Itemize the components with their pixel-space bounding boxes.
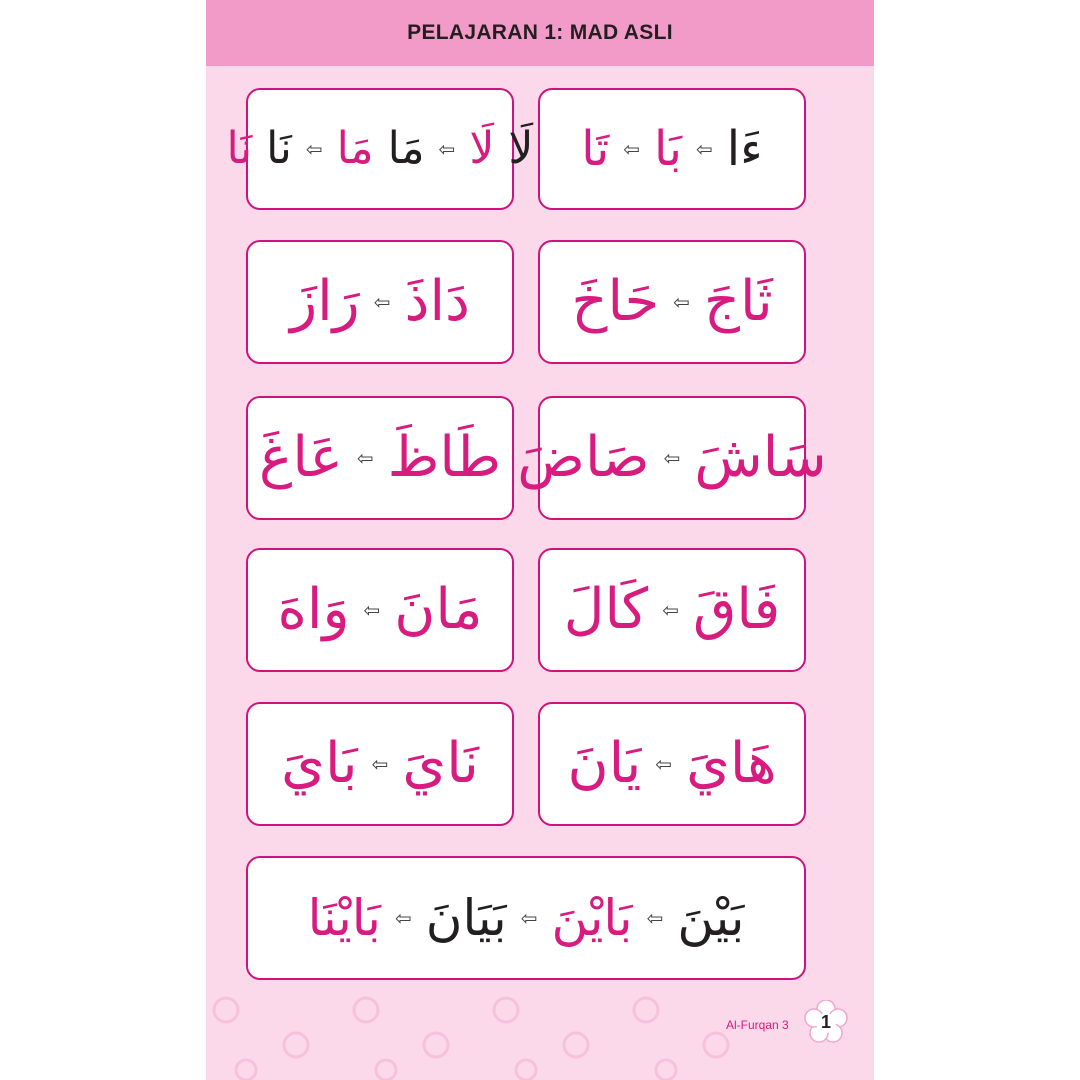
arrow-left-icon: ⇦ [438, 137, 456, 161]
lesson-card [538, 88, 806, 210]
arabic-word: مَا [387, 123, 425, 174]
arabic-word: رَازَ [290, 269, 360, 334]
arabic-word: نَايَ [402, 731, 479, 796]
lesson-card-wide [246, 856, 806, 980]
lesson-card [538, 702, 806, 826]
lesson-card [246, 548, 514, 672]
lesson-page [206, 0, 874, 1080]
arabic-word: تَا [581, 121, 610, 177]
arrow-left-icon: ⇦ [363, 598, 381, 622]
arabic-word: هَايَ [686, 731, 777, 796]
arabic-word: نَا [266, 123, 292, 174]
arabic-word: بَا [654, 121, 683, 177]
arrow-left-icon: ⇦ [356, 446, 374, 470]
arabic-word: مَانَ [394, 577, 483, 642]
lesson-card [246, 702, 514, 826]
arabic-word: بَيَانَ [425, 889, 507, 947]
flower-pattern [206, 990, 874, 1080]
arrow-left-icon: ⇦ [520, 906, 538, 930]
arabic-word: لَا [469, 123, 495, 174]
arrow-left-icon: ⇦ [305, 137, 323, 161]
arrow-left-icon: ⇦ [696, 137, 713, 161]
arabic-word: ثَاجَ [703, 269, 773, 334]
arabic-word: بَيْنَ [677, 889, 745, 947]
lesson-card [538, 240, 806, 364]
arrow-left-icon: ⇦ [646, 906, 664, 930]
arabic-word: حَاخَ [571, 269, 660, 334]
arrow-left-icon: ⇦ [662, 598, 679, 622]
arabic-word: دَاذَ [404, 269, 470, 334]
arabic-word: ءَا [726, 121, 763, 177]
lesson-card [538, 548, 806, 672]
arabic-word: صَاضَ [517, 425, 650, 490]
arabic-word: بَايَ [281, 731, 358, 796]
arabic-word: وَاهَ [277, 577, 350, 642]
arrow-left-icon: ⇦ [655, 752, 673, 776]
lesson-card [226, 88, 534, 210]
lesson-card [246, 240, 514, 364]
arabic-word: كَالَ [563, 577, 649, 642]
arabic-word: فَاقَ [692, 577, 781, 642]
lesson-card [246, 396, 514, 520]
arrow-left-icon: ⇦ [371, 752, 389, 776]
arabic-word: سَاشَ [694, 425, 827, 490]
lesson-card [517, 396, 827, 520]
arrow-left-icon: ⇦ [373, 290, 391, 314]
arabic-word: بَايْنَ [551, 889, 633, 947]
arabic-word: عَاغَ [258, 425, 343, 490]
arabic-word: بَايْنَا [307, 889, 381, 947]
header-bar [206, 0, 874, 66]
arrow-left-icon: ⇦ [673, 290, 690, 314]
page-title: PELAJARAN 1: MAD ASLI [407, 21, 673, 44]
arrow-left-icon: ⇦ [394, 906, 412, 930]
book-title: Al-Furqan 3 [726, 1018, 789, 1032]
arabic-word: لَا [508, 123, 534, 174]
page-number: 1 [820, 1011, 831, 1032]
arabic-word: مَا [336, 123, 374, 174]
arabic-word: طَاظَ [387, 425, 502, 490]
arrow-left-icon: ⇦ [663, 446, 681, 470]
arabic-word: نَا [226, 123, 253, 174]
arrow-left-icon: ⇦ [623, 137, 641, 161]
arabic-word: يَانَ [567, 731, 642, 796]
